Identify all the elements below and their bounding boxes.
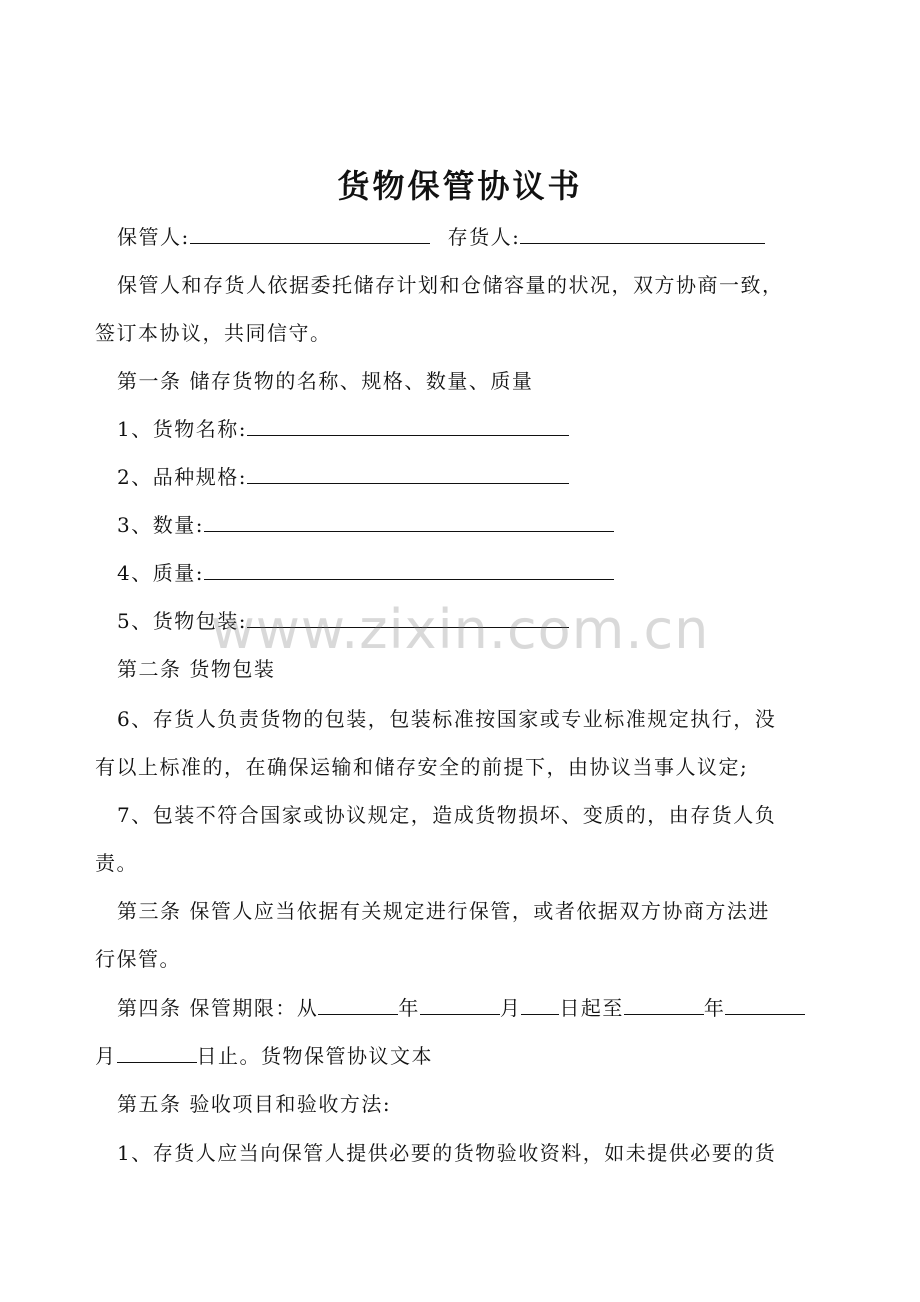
article-4-end: 日止。货物保管协议文本 xyxy=(196,1044,433,1068)
item-1-label: 1、货物名称: xyxy=(117,417,247,441)
intro-line-2: 签订本协议，共同信守。 xyxy=(95,321,332,345)
item-6-line-1: 6、存货人负责货物的包装，包装标准按国家或专业标准规定执行，没 xyxy=(117,707,777,731)
start-year-label: 年 xyxy=(398,996,420,1020)
depositor-blank xyxy=(520,223,765,244)
end-month-blank-1 xyxy=(725,994,805,1015)
start-month-blank xyxy=(420,994,500,1015)
end-day-blank xyxy=(117,1042,197,1063)
item-2-label: 2、品种规格: xyxy=(117,465,247,489)
item-3-blank xyxy=(204,511,614,532)
start-month-label: 月 xyxy=(499,996,522,1020)
article-2-title: 第二条 货物包装 xyxy=(117,657,276,681)
document-title: 货物保管协议书 xyxy=(337,167,583,205)
end-month-label: 月 xyxy=(95,1044,117,1068)
intro-line-1: 保管人和存货人依据委托储存计划和仓储容量的状况，双方协商一致， xyxy=(117,273,784,297)
item-4-label: 4、质量: xyxy=(117,561,204,585)
article-4-line-2 xyxy=(95,1041,835,1071)
article-3-line-2: 行保管。 xyxy=(95,947,181,971)
article-4-line-1 xyxy=(117,993,857,1023)
item-4-line xyxy=(117,558,857,588)
depositor-label: 存货人: xyxy=(447,225,521,249)
item-5-blank xyxy=(247,607,569,628)
article-4-prefix: 第四条 保管期限：从 xyxy=(117,996,319,1020)
item-3-label: 3、数量: xyxy=(117,513,204,537)
parties-line xyxy=(117,222,857,252)
item-2-blank xyxy=(247,463,569,484)
item-6-line-2: 有以上标准的，在确保运输和储存安全的前提下，由协议当事人议定; xyxy=(95,755,749,779)
article-1-title: 第一条 储存货物的名称、规格、数量、质量 xyxy=(117,369,534,393)
item-3-line xyxy=(117,510,857,540)
item-2-line xyxy=(117,462,857,492)
keeper-label: 保管人: xyxy=(117,225,190,249)
article-3-line-1: 第三条 保管人应当依据有关规定进行保管，或者依据双方协商方法进 xyxy=(117,899,770,923)
end-year-label: 年 xyxy=(703,996,726,1020)
item-1-line xyxy=(117,414,857,444)
item-5-line xyxy=(117,606,857,636)
start-year-blank xyxy=(318,994,398,1015)
start-day-label: 日起至 xyxy=(559,996,624,1020)
item-1-blank xyxy=(247,415,569,436)
watermark: www.zixin.com.cn xyxy=(210,598,710,661)
end-year-blank xyxy=(624,994,704,1015)
item-4-blank xyxy=(204,559,614,580)
start-day-blank xyxy=(521,994,559,1015)
article-5-title: 第五条 验收项目和验收方法: xyxy=(117,1092,392,1116)
item-7-line-2: 责。 xyxy=(95,851,138,875)
item-5-label: 5、货物包装: xyxy=(117,609,247,633)
item-7-line-1: 7、包装不符合国家或协议规定，造成货物损坏、变质的，由存货人负 xyxy=(117,803,777,827)
article-5-item-1: 1、存货人应当向保管人提供必要的货物验收资料，如未提供必要的货 xyxy=(117,1141,777,1165)
keeper-blank xyxy=(190,223,430,244)
